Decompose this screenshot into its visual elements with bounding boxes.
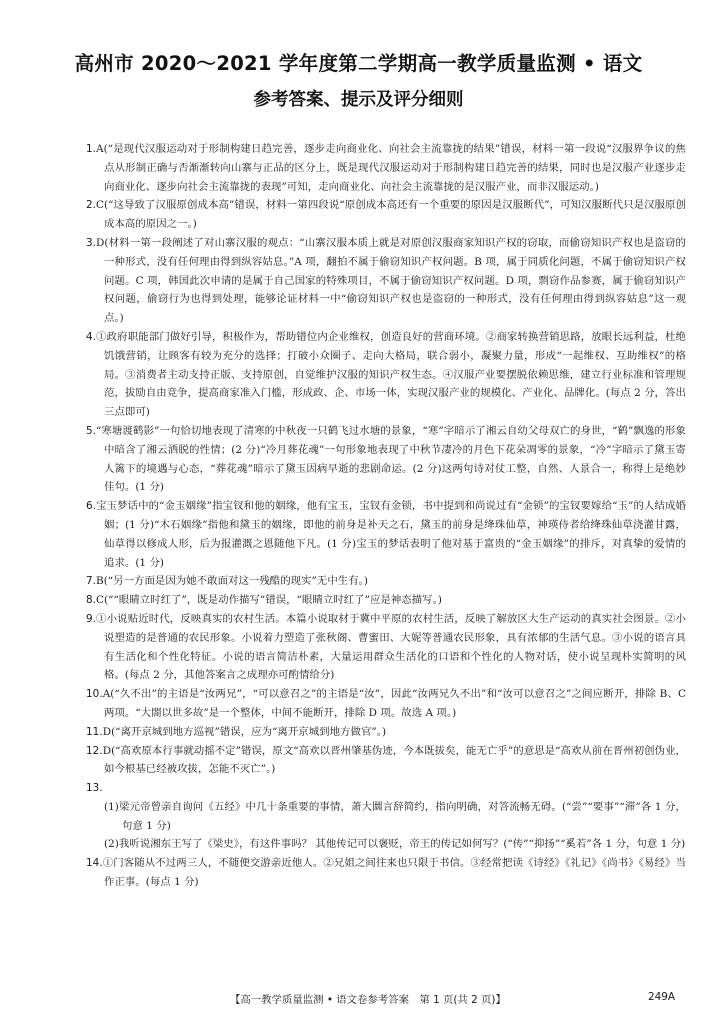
document-subtitle: 参考答案、提示及评分细则 <box>253 90 464 110</box>
answer-number: 6. <box>86 500 97 513</box>
answer-item <box>86 196 686 234</box>
answer-number: 12. <box>86 744 103 757</box>
answer-item <box>86 723 686 742</box>
answer-text: “寒塘渡鹤影”一句恰切地表现了清寒的中秋夜一只鹤飞过水塘的景象，“寒”字暗示了湘云自幼父母双亡的身世，“鹤”飘逸的形象中暗含了湘云洒脱的性情；(2 分)“冷月葬花魂”一句形象地表现了中秋节凄冷的月色下花朵凋零的景象，“冷”字暗示了黛玉寄人篱下的境遇与心态，“葬花魂”暗示了黛玉因病早逝的悲剧命运。(2 分)这两句诗对仗工整，自然、人景合一，称得上是绝妙佳句。(1 分) <box>96 424 686 494</box>
answer-text: D(“高欢原本行事就动摇不定”错误，原文“高欢以晋州肇基伪迹，今本既拔矣，能无亡乎”的意思是“高欢从前在晋州初创伪业，如今根基已经被攻拔，怎能不灭亡”。) <box>102 744 686 776</box>
answer-item <box>86 854 686 892</box>
answer-number: 11. <box>86 725 103 738</box>
answer-number: 2. <box>86 199 97 212</box>
answer-item <box>86 572 686 591</box>
answer-number: 5. <box>86 424 97 437</box>
answer-list <box>86 140 686 892</box>
answer-text: ①政府职能部门做好引导，积极作为，帮助错位内企业维权，创造良好的营商环境。②商家转换营销思路，放眼长远利益，杜绝饥饿营销，让顾客有较为充分的选择；打破小众圈子、走向大格局，联合弱小，凝聚力量，形成“一起维权、互助维权”的格局。③消费者主动支持正版、支持原创，自觉维护汉服的知识产权生态。④汉服产业要摆脱依赖思维，建立行业标准和管理规范，拔励自由竞争，提高商家准入门槛，形成政、企、市场一体，实现汉服产业的规模化、产业化、品牌化。(每点 2 分，答出三点即可) <box>96 330 686 419</box>
answer-subitems <box>86 798 686 854</box>
answer-number: 7. <box>86 575 97 588</box>
answer-text: A(“久不出”的主语是“汝两兄”，“可以意召之”的主语是“汝”，因此“汝两兄久不出”和“汝可以意召之”之间应断开，排除 B、C 两项。“大閤以世多故”是一个整体，中间不能断开，排除 D 项。故选 A 项。) <box>102 688 686 719</box>
answer-text: A(“是现代汉服运动对于形制构建日趋完善，逐步走向商业化、向社会主流靠拢的结果”错误，材料一第一段说“汉服界争议的焦点从形制正确与否渐渐转向山寨与正品的区分上，既是现代汉服运动对于形制构建日趋完善的结果，同时也是汉服产业逐步走向商业化、逐步向社会主流靠拢的表现”可知，走向商业化、向社会主流靠拢的是汉服产业，而非汉服运动。) <box>96 143 686 193</box>
answer-text: C(“这导致了汉服原创成本高”错误，材料一第四段说“原创成本高还有一个重要的原因是汉服断代”，可知汉服断代只是汉服原创成本高的原因之一。) <box>96 199 686 231</box>
answer-number: 8. <box>86 594 97 607</box>
answer-item <box>86 140 686 196</box>
answer-number: 9. <box>86 612 97 625</box>
answer-number: 3. <box>86 236 97 249</box>
answer-item <box>86 328 686 422</box>
answer-number: 13. <box>86 782 103 795</box>
answer-item <box>86 685 686 723</box>
answer-item <box>86 779 686 798</box>
footer-code: 249A <box>648 991 675 1003</box>
answer-number: 4. <box>86 330 97 343</box>
document-title: 高州市 2020～2021 学年度第二学期高一教学质量监测 • 语文 <box>74 52 643 75</box>
answer-item <box>86 591 686 610</box>
footer-page-info: 【高一教学质量监测 • 语文卷参考答案 第 1 页(共 2 页)】 <box>230 994 506 1006</box>
answer-item <box>86 497 686 572</box>
answer-item <box>86 610 686 685</box>
answer-item <box>86 422 686 497</box>
answer-number: 14. <box>86 857 103 870</box>
answer-text: D(材料一第一段阐述了对山寨汉服的观点：“山寨汉服本质上就是对原创汉服商家知识产权的窃取，而偷窃知识产权也是盗窃的一种形式，没有任何理由得到纵容姑息。”A 项，翻拍不属于偷窃知识产权问题。B 项，属于同质化问题，不属于偷窃知识产权问题。C 项，韩国此次申请的是属于自己国家的特殊项目，不属于偷窃知识产权问题。D 项，剽窃作品参赛，属于偷窃知识产权问题，偷窃行为也得到处理，能够论证材料一中“偷窃知识产权也是盗窃的一种形式，没有任何理由得到纵容姑息”这一观点。) <box>96 236 686 325</box>
answer-text: C(““眼睛立时红了”，既是动作描写”错误，“眼睛立时红了”应是神态描写。) <box>96 594 442 607</box>
answer-subitem: (2)我听说湘东王写了《梁史》，有这件事吗？ 其他传记可以褒贬，帝王的传记如何写？(“传”“抑扬”“奚若”各 1 分，句意 1 分) <box>104 838 686 851</box>
answer-number: 1. <box>86 143 97 155</box>
answer-text: B(“另一方面是因为她不敢面对这一残酷的现实”无中生有。) <box>96 575 369 588</box>
answer-item <box>86 234 686 328</box>
answer-text: 宝玉梦话中的“金玉姻缘”指宝钗和他的姻缘，他有宝玉，宝钗有金锁，书中提到和尚说过有“金锁”的宝钗要嫁给“玉”的人结成婚姻；(1 分)“木石姻缘”指他和黛玉的姻缘，即他的前身是补天之石，黛玉的前身是绛珠仙草，神瑛侍者给绛珠仙草浇灌甘露，仙草得以修成人形，后为报灌溉之恩随他下凡。(1 分)宝玉的梦话表明了他对基于富贵的“金玉姻缘”的排斥，对真挚的爱情的追求。(1 分) <box>96 500 686 569</box>
answer-number: 10. <box>86 688 103 701</box>
answer-text: D(“离开京城到地方巡视”错误，应为“离开京城到地方做官”。) <box>102 725 387 738</box>
answer-subitem: (1)梁元帝曾亲自询问《五经》中几十条重要的事情，萧大圜言辞简约，指向明确，对答流畅无碍。(“尝”“要事”“滞”各 1 分，句意 1 分) <box>104 800 686 832</box>
answer-text: ①小说贴近时代，反映真实的农村生活。本篇小说取材于冀中平原的农村生活，反映了解放区大生产运动的真实社会图景。②小说塑造的是普通的农民形象。小说着力塑造了张秋阁、曹蜜田、大妮等普通农民形象，具有浓郁的生活气息。③小说的语言具有生活化和个性化特征。小说的语言简洁朴素，大量运用群众生活化的口语和个性化的人物对话，使小说呈现朴实简明的风格。(每点 2 分，其他答案言之成理亦可酌情给分) <box>96 612 686 682</box>
answer-text: ①门客随从不过两三人，不随便交游亲近他人。②兄姐之间往来也只限于书信。③经常把读《诗经》《礼记》《尚书》《易经》当作正事。(每点 1 分) <box>102 857 686 889</box>
answer-item <box>86 742 686 780</box>
